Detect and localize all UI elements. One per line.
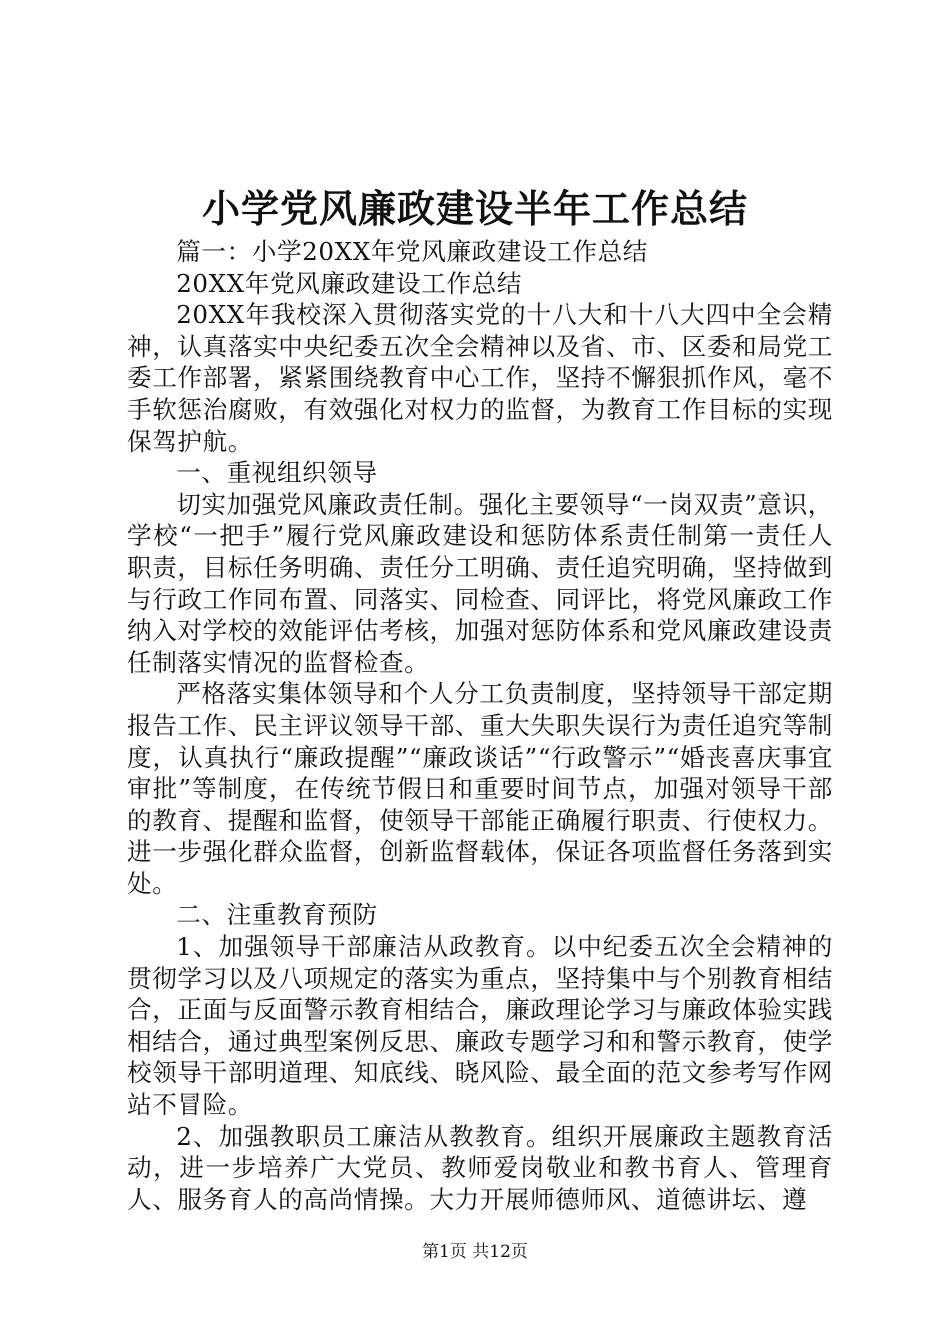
- section-heading: 20XX年党风廉政建设工作总结: [176, 268, 523, 298]
- body-paragraph: 切实加强党风廉政责任制。强化主要领导“一岗双责”意识，学校“一把手”履行党风廉政建设和惩防体系责任制第一责任人职责，目标任务明确、责任分工明确、责任追究明确，坚持做到与行政工作同布置、同落实、同检查、同评比，将党风廉政工作纳入对学校的效能评估考核，加强对惩防体系和党风廉政建设责任制落实情况的监督检查。: [127, 489, 833, 677]
- body-paragraph: 1、加强领导干部廉洁从政教育。以中纪委五次全会精神的贯彻学习以及八项规定的落实为重点，坚持集中与个别教育相结合，正面与反面警示教育相结合，廉政理论学习与廉政体验实践相结合，通过典型案例反思、廉政专题学习和和警示教育，使学校领导干部明道理、知底线、晓风险、最全面的范文参考写作网站不冒险。: [127, 932, 833, 1120]
- document-title: 小学党风廉政建设半年工作总结: [201, 186, 748, 231]
- body-paragraph: 严格落实集体领导和个人分工负责制度，坚持领导干部定期报告工作、民主评议领导干部、重大失职失误行为责任追究等制度，认真执行“廉政提醒”“廉政谈话”“行政警示”“婚丧喜庆事宜审批”等制度，在传统节假日和重要时间节点，加强对领导干部的教育、提醒和监督，使领导干部能正确履行职责、行使权力。进一步强化群众监督，创新监督载体，保证各项监督任务落到实处。: [127, 679, 833, 898]
- document-body: [127, 236, 833, 1215]
- body-paragraph: 20XX年我校深入贯彻落实党的十八大和十八大四中全会精神，认真落实中央纪委五次全会精神以及省、市、区委和局党工委工作部署，紧紧围绕教育中心工作，坚持不懈狠抓作风，毫不手软惩治腐败，有效强化对权力的监督，为教育工作目标的实现保驾护航。: [127, 300, 833, 456]
- page-number-footer: 第1页 共12页: [422, 1242, 528, 1262]
- subtitle-paragraph: 篇一：小学20XX年党风廉政建设工作总结: [176, 237, 649, 266]
- section-heading: 二、注重教育预防: [176, 900, 378, 930]
- body-paragraph: 2、加强教职员工廉洁从教教育。组织开展廉政主题教育活动，进一步培养广大党员、教师爱岗敬业和教书育人、管理育人、服务育人的高尚情操。大力开展师德师风、道德讲坛、遵: [127, 1121, 833, 1214]
- section-heading: 一、重视组织领导: [176, 458, 378, 488]
